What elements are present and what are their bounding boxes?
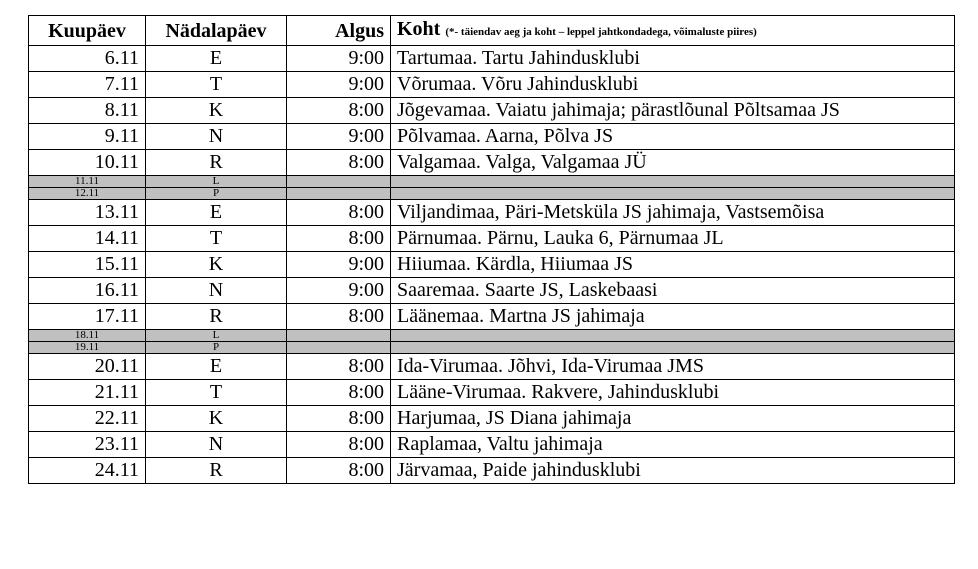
- cell-date: 11.11: [29, 176, 146, 188]
- cell-place: [391, 188, 955, 200]
- cell-place: Valgamaa. Valga, Valgamaa JÜ: [391, 150, 955, 176]
- cell-start: [287, 176, 391, 188]
- cell-date: 14.11: [29, 226, 146, 252]
- cell-weekday: N: [146, 278, 287, 304]
- table-row: [29, 46, 955, 72]
- cell-start: 8:00: [287, 226, 391, 252]
- cell-date: 24.11: [29, 458, 146, 484]
- table-row-weekend: [29, 188, 955, 200]
- cell-start: 9:00: [287, 72, 391, 98]
- cell-date: 18.11: [29, 330, 146, 342]
- table-row: [29, 200, 955, 226]
- cell-date: 17.11: [29, 304, 146, 330]
- cell-date: 8.11: [29, 98, 146, 124]
- cell-start: 9:00: [287, 124, 391, 150]
- table-row-weekend: [29, 176, 955, 188]
- cell-place: Harjumaa, JS Diana jahimaja: [391, 406, 955, 432]
- cell-weekday: N: [146, 124, 287, 150]
- table-row: [29, 432, 955, 458]
- cell-start: 9:00: [287, 252, 391, 278]
- table-row: [29, 354, 955, 380]
- table-row: [29, 458, 955, 484]
- cell-weekday: P: [146, 342, 287, 354]
- cell-weekday: R: [146, 304, 287, 330]
- cell-weekday: K: [146, 252, 287, 278]
- cell-start: 8:00: [287, 98, 391, 124]
- header-place-note: (*- täiendav aeg ja koht – leppel jahtkondadega, võimaluste piires): [445, 26, 757, 38]
- cell-date: 15.11: [29, 252, 146, 278]
- cell-weekday: E: [146, 46, 287, 72]
- cell-place: Hiiumaa. Kärdla, Hiiumaa JS: [391, 252, 955, 278]
- cell-start: 8:00: [287, 406, 391, 432]
- schedule-table: [28, 15, 955, 484]
- cell-place: [391, 330, 955, 342]
- cell-place: Lääne-Virumaa. Rakvere, Jahindusklubi: [391, 380, 955, 406]
- cell-weekday: T: [146, 380, 287, 406]
- cell-start: 8:00: [287, 354, 391, 380]
- cell-start: 8:00: [287, 304, 391, 330]
- cell-start: [287, 330, 391, 342]
- table-row: [29, 380, 955, 406]
- cell-date: 19.11: [29, 342, 146, 354]
- cell-place: Ida-Virumaa. Jõhvi, Ida-Virumaa JMS: [391, 354, 955, 380]
- cell-date: 7.11: [29, 72, 146, 98]
- cell-date: 13.11: [29, 200, 146, 226]
- cell-weekday: K: [146, 406, 287, 432]
- table-row-weekend: [29, 342, 955, 354]
- header-start: Algus: [287, 16, 391, 46]
- cell-place: Pärnumaa. Pärnu, Lauka 6, Pärnumaa JL: [391, 226, 955, 252]
- cell-start: [287, 342, 391, 354]
- cell-start: 8:00: [287, 380, 391, 406]
- cell-place: Järvamaa, Paide jahindusklubi: [391, 458, 955, 484]
- cell-date: 12.11: [29, 188, 146, 200]
- schedule-table-header: [29, 16, 955, 46]
- table-row: [29, 226, 955, 252]
- cell-start: 9:00: [287, 46, 391, 72]
- cell-weekday: K: [146, 98, 287, 124]
- cell-start: 8:00: [287, 432, 391, 458]
- cell-weekday: R: [146, 150, 287, 176]
- cell-weekday: L: [146, 176, 287, 188]
- cell-weekday: N: [146, 432, 287, 458]
- cell-start: 8:00: [287, 150, 391, 176]
- cell-date: 16.11: [29, 278, 146, 304]
- table-row: [29, 98, 955, 124]
- cell-date: 23.11: [29, 432, 146, 458]
- cell-place: Tartumaa. Tartu Jahindusklubi: [391, 46, 955, 72]
- cell-place: Raplamaa, Valtu jahimaja: [391, 432, 955, 458]
- table-row: [29, 278, 955, 304]
- table-row: [29, 406, 955, 432]
- header-place-label: Koht: [397, 18, 441, 40]
- cell-place: [391, 342, 955, 354]
- header-place: [391, 16, 955, 46]
- cell-place: Jõgevamaa. Vaiatu jahimaja; pärastlõunal Põltsamaa JS: [391, 98, 955, 124]
- cell-place: [391, 176, 955, 188]
- table-row: [29, 150, 955, 176]
- table-row: [29, 304, 955, 330]
- cell-weekday: P: [146, 188, 287, 200]
- header-date: Kuupäev: [29, 16, 146, 46]
- table-row: [29, 72, 955, 98]
- cell-place: Läänemaa. Martna JS jahimaja: [391, 304, 955, 330]
- header-weekday: Nädalapäev: [146, 16, 287, 46]
- cell-place: Saaremaa. Saarte JS, Laskebaasi: [391, 278, 955, 304]
- cell-weekday: T: [146, 72, 287, 98]
- cell-place: Viljandimaa, Päri-Metsküla JS jahimaja, Vastsemõisa: [391, 200, 955, 226]
- cell-date: 10.11: [29, 150, 146, 176]
- cell-weekday: E: [146, 354, 287, 380]
- table-row: [29, 252, 955, 278]
- cell-date: 20.11: [29, 354, 146, 380]
- cell-weekday: E: [146, 200, 287, 226]
- cell-start: 8:00: [287, 200, 391, 226]
- schedule-table-body: [29, 46, 955, 484]
- header-row: [29, 16, 955, 46]
- table-row-weekend: [29, 330, 955, 342]
- cell-place: Võrumaa. Võru Jahindusklubi: [391, 72, 955, 98]
- cell-start: 8:00: [287, 458, 391, 484]
- cell-place: Põlvamaa. Aarna, Põlva JS: [391, 124, 955, 150]
- cell-date: 9.11: [29, 124, 146, 150]
- cell-weekday: R: [146, 458, 287, 484]
- cell-date: 22.11: [29, 406, 146, 432]
- cell-weekday: T: [146, 226, 287, 252]
- cell-date: 21.11: [29, 380, 146, 406]
- cell-date: 6.11: [29, 46, 146, 72]
- table-row: [29, 124, 955, 150]
- cell-start: 9:00: [287, 278, 391, 304]
- cell-weekday: L: [146, 330, 287, 342]
- cell-start: [287, 188, 391, 200]
